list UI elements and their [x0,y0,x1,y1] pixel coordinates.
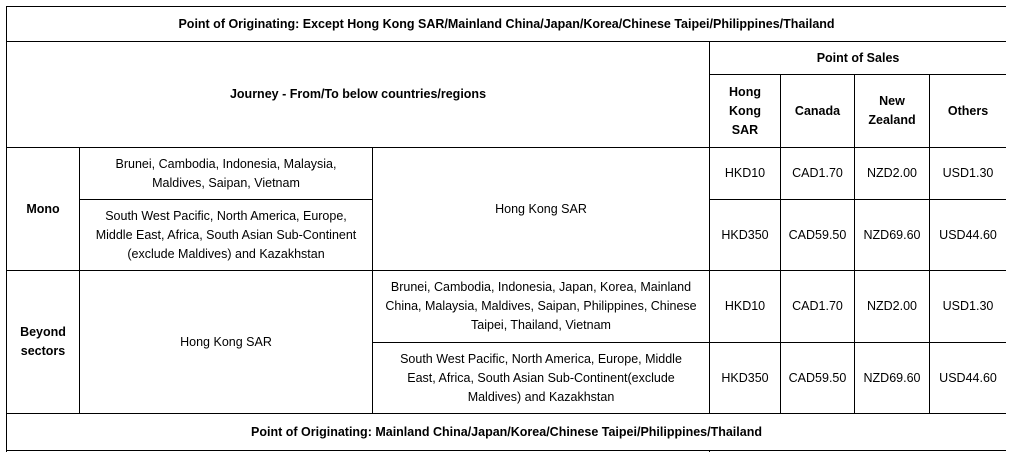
fee-cell: NZD2.00 [855,271,930,343]
fee-cell: USD1.30 [930,271,1007,343]
header-row-1 [7,42,1007,75]
mono-row-1 [7,148,1007,200]
beyond-row-1 [7,271,1007,343]
fee-cell: USD44.60 [930,343,1007,414]
journey-header: Journey - From/To below countries/regions [7,42,710,148]
point-of-sales-header: Point of Sales [710,42,1007,75]
fee-table-frame [6,6,1006,452]
fee-cell: HKD350 [710,200,781,271]
beyond-destination-1: Brunei, Cambodia, Indonesia, Japan, Korea, Mainland China, Malaysia, Maldives, Saipan, Philippines, Chinese Taipei, Thailand, Vietnam [373,271,710,343]
column-header-others: Others [930,75,1007,148]
beyond-destination-2: South West Pacific, North America, Europe, Middle East, Africa, South Asian Sub-Continent(exclude Maldives) and Kazakhstan [373,343,710,414]
mono-origin-2: South West Pacific, North America, Europe, Middle East, Africa, South Asian Sub-Continent (exclude Maldives) and Kazakhstan [80,200,373,271]
column-header-new-zealand: New Zealand [855,75,930,148]
fee-cell: USD1.30 [930,148,1007,200]
section2-title: Point of Originating: Mainland China/Japan/Korea/Chinese Taipei/Philippines/Thailand [7,414,1007,451]
fee-table [6,6,1006,452]
mono-destination: Hong Kong SAR [373,148,710,271]
beyond-origin: Hong Kong SAR [80,271,373,414]
mono-origin-1: Brunei, Cambodia, Indonesia, Malaysia, Maldives, Saipan, Vietnam [80,148,373,200]
fee-cell: USD44.60 [930,200,1007,271]
fee-cell: CAD1.70 [781,148,855,200]
section2-title-row [7,414,1007,451]
column-header-canada: Canada [781,75,855,148]
fee-cell: CAD1.70 [781,271,855,343]
fee-cell: NZD2.00 [855,148,930,200]
fee-cell: NZD69.60 [855,200,930,271]
mono-label: Mono [7,148,80,271]
fee-cell: CAD59.50 [781,343,855,414]
fee-cell: HKD350 [710,343,781,414]
fee-cell: CAD59.50 [781,200,855,271]
fee-cell: HKD10 [710,271,781,343]
section1-title: Point of Originating: Except Hong Kong SAR/Mainland China/Japan/Korea/Chinese Taipei/Philippines/Thailand [7,7,1007,42]
column-header-hong-kong-sar: Hong Kong SAR [710,75,781,148]
beyond-sectors-label: Beyond sectors [7,271,80,414]
fee-cell: HKD10 [710,148,781,200]
fee-cell: NZD69.60 [855,343,930,414]
section1-title-row [7,7,1007,42]
